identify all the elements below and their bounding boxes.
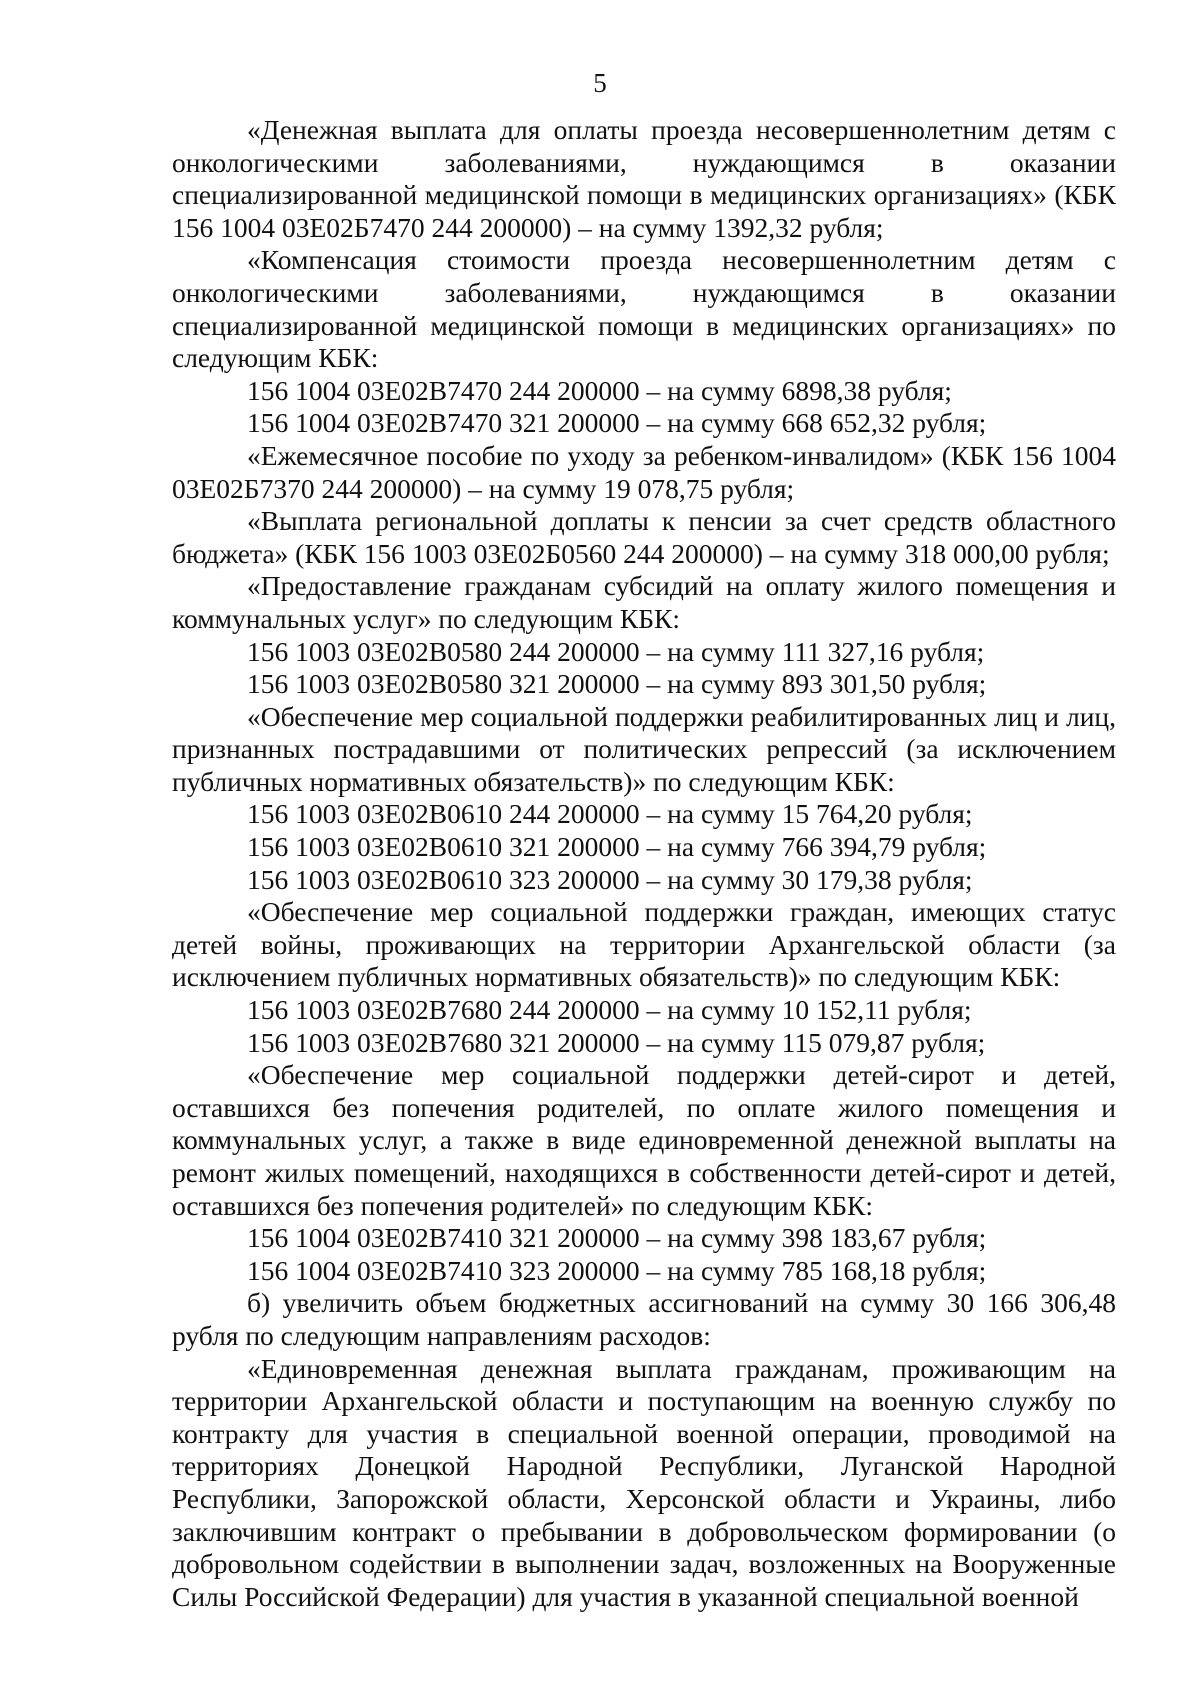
kbk-line: 156 1004 03Е02В7470 244 200000 – на сумму 6898,38 рубля; [247, 374, 952, 406]
kbk-line: 156 1004 03Е02В7470 321 200000 – на сумму 668 652,32 рубля; [247, 407, 987, 439]
paragraph: «Ежемесячное пособие по уходу за ребенком-инвалидом» (КБК 156 1004 03Е02Б7370 244 200000) – на сумму 19 078,75 рубля; [172, 439, 1116, 504]
paragraph: «Обеспечение мер социальной поддержки реабилитированных лиц и лиц, признанных пострадавшими от политических репрессий (за исключением публичных нормативных обязательств)» по следующим КБК: [172, 700, 1116, 797]
page-number: 5 [593, 68, 607, 98]
kbk-line: 156 1004 03Е02В7410 321 200000 – на сумму 398 183,67 рубля; [247, 1222, 987, 1254]
paragraph: «Денежная выплата для оплаты проезда несовершеннолетним детям с онкологическими заболеваниями, нуждающимся в оказании специализированной медицинской помощи в медицинских организациях» (КБК 156 1004 03Е02Б7470 244 200000) – на сумму 1392,32 рубля; [172, 114, 1116, 243]
kbk-line: 156 1003 03Е02В0610 323 200000 – на сумму 30 179,38 рубля; [247, 863, 973, 895]
paragraph: «Предоставление гражданам субсидий на оплату жилого помещения и коммунальных услуг» по следующим КБК: [172, 570, 1116, 634]
paragraph: «Выплата региональной доплаты к пенсии за счет средств областного бюджета» (КБК 156 1003 03Е02Б0560 244 200000) – на сумму 318 000,00 рубля; [172, 505, 1116, 569]
kbk-line: 156 1003 03Е02В7680 244 200000 – на сумму 10 152,11 рубля; [247, 994, 972, 1026]
paragraph: «Обеспечение мер социальной поддержки детей-сирот и детей, оставшихся без попечения родителей, по оплате жилого помещения и коммунальных услуг, а также в виде единовременной денежной выплаты на ремонт жилых помещений, находящихся в собственности детей-сирот и детей, оставшихся без попечения родителей» по следующим КБК: [172, 1059, 1116, 1221]
paragraph: «Единовременная денежная выплата гражданам, проживающим на территории Архангельской области и поступающим на военную службу по контракту для участия в специальной военной операции, проводимой на территориях Донецкой Народной Республики, Луганской Народной Республики, Запорожской области, Херсонской области и Украины, либо заключившим контракт о пребывании в добровольческом формировании (о добровольном содействии в выполнении задач, возложенных на Вооруженные Силы Российской Федерации) для участия в указанной специальной военной [172, 1352, 1116, 1612]
kbk-line: 156 1003 03Е02В0580 244 200000 – на сумму 111 327,16 рубля; [247, 635, 985, 667]
document-body [172, 114, 1116, 1613]
paragraph: б) увеличить объем бюджетных ассигнований на сумму 30 166 306,48 рубля по следующим направлениям расходов: [172, 1287, 1116, 1351]
kbk-line: 156 1003 03Е02В0610 244 200000 – на сумму 15 764,20 рубля; [247, 798, 973, 830]
paragraph: «Обеспечение мер социальной поддержки граждан, имеющих статус детей войны, проживающих на территории Архангельской области (за исключением публичных нормативных обязательств)» по следующим КБК: [172, 896, 1116, 993]
kbk-line: 156 1004 03Е02В7410 323 200000 – на сумму 785 168,18 рубля; [247, 1254, 987, 1286]
kbk-line: 156 1003 03Е02В0580 321 200000 – на сумму 893 301,50 рубля; [247, 668, 987, 700]
kbk-line: 156 1003 03Е02В0610 321 200000 – на сумму 766 394,79 рубля; [247, 831, 987, 863]
kbk-line: 156 1003 03Е02В7680 321 200000 – на сумму 115 079,87 рубля; [247, 1026, 986, 1058]
paragraph: «Компенсация стоимости проезда несовершеннолетним детям с онкологическими заболеваниями, нуждающимся в оказании специализированной медицинской помощи в медицинских организациях» по следующим КБК: [172, 244, 1116, 374]
